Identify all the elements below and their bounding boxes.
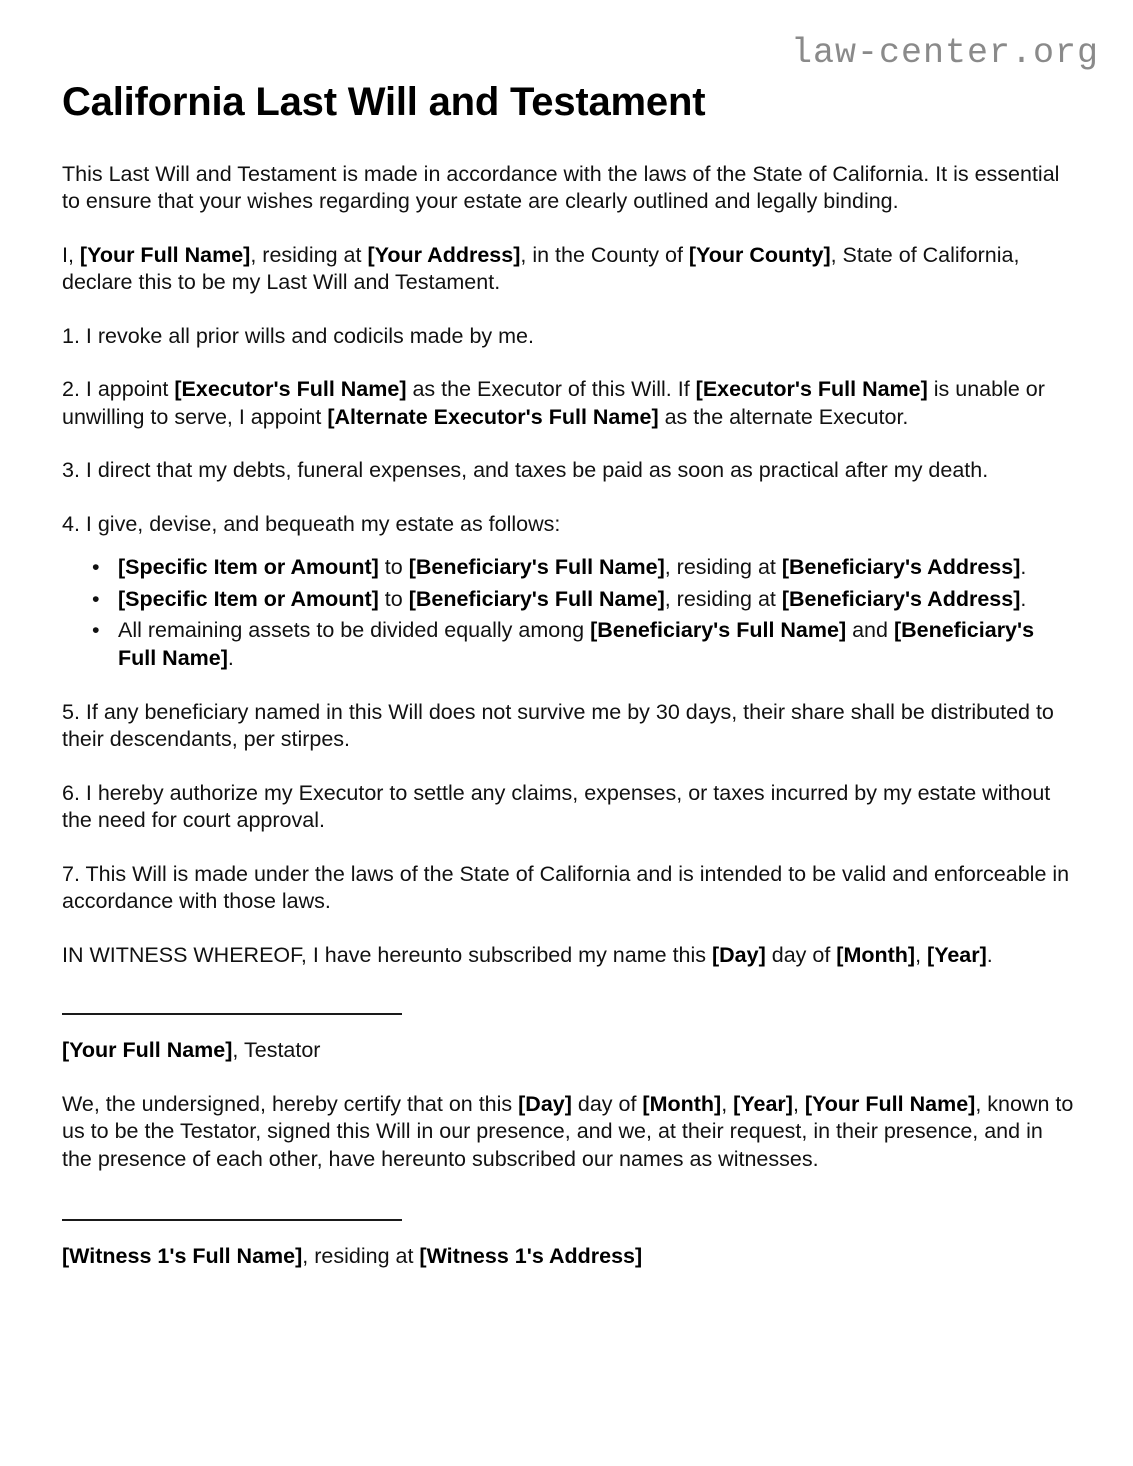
- bequest-text-end: .: [1020, 555, 1027, 580]
- clause-2-text-2: as the Executor of this Will. If: [406, 377, 696, 402]
- bequest-text-end: .: [1020, 586, 1027, 611]
- attestation-text-4: ,: [792, 1091, 805, 1116]
- intro-paragraph: This Last Will and Testament is made in accordance with the laws of the State of California. It is essential to ensure that your wishes regarding your estate are clearly outlined and legally binding.: [62, 161, 1060, 214]
- clause-4: 4. I give, devise, and bequeath my estate as follows:: [62, 511, 561, 536]
- declaration-text-3: , in the County of: [520, 242, 689, 267]
- field-your-full-name: [Your Full Name]: [62, 1038, 233, 1063]
- declaration-text-2: , residing at: [250, 242, 368, 267]
- list-item: [62, 613, 1074, 672]
- attestation-paragraph: [62, 1065, 1074, 1174]
- clause-7: 7. This Will is made under the laws of the State of California and is intended to be valid and enforceable in accordance with those laws.: [62, 861, 1070, 914]
- residual-lead-text: All remaining assets to be divided equally among: [118, 618, 591, 643]
- declaration-text-1: I,: [62, 242, 80, 267]
- field-alternate-executor-full-name: [Alternate Executor's Full Name]: [327, 404, 659, 429]
- field-beneficiary-address: [Beneficiary's Address]: [781, 586, 1021, 611]
- clause-2-text-4: as the alternate Executor.: [658, 404, 909, 429]
- witness-1-label: [62, 1221, 1074, 1271]
- document-content: [62, 0, 1074, 1331]
- clause-6: 6. I hereby authorize my Executor to settle any claims, expenses, or taxes incurred by my estate without the need for court approval.: [62, 780, 1051, 833]
- field-executor-full-name: [Executor's Full Name]: [174, 377, 407, 402]
- field-year: [Year]: [733, 1091, 793, 1116]
- clause-1: 1. I revoke all prior wills and codicils made by me.: [62, 323, 534, 348]
- attestation-text-1: We, the undersigned, hereby certify that on this: [62, 1091, 519, 1116]
- witness-whereof-paragraph: [62, 916, 1074, 970]
- field-day: [Day]: [712, 942, 766, 967]
- witness-whereof-text-4: .: [986, 942, 993, 967]
- attestation-text-3: ,: [721, 1091, 734, 1116]
- field-witness-1-full-name: [Witness 1's Full Name]: [62, 1244, 303, 1269]
- field-your-county: [Your County]: [688, 242, 831, 267]
- residual-mid-text: and: [846, 618, 894, 643]
- bequest-text-tail: , residing at: [664, 586, 782, 611]
- clause-2: [62, 350, 1074, 431]
- bottom-spacer: [62, 1271, 1074, 1331]
- residual-end-text: .: [227, 645, 234, 670]
- field-executor-full-name-alt-ref: [Executor's Full Name]: [695, 377, 928, 402]
- field-beneficiary-full-name: [Beneficiary's Full Name]: [408, 586, 665, 611]
- field-year: [Year]: [927, 942, 987, 967]
- site-watermark: law-center.org: [790, 33, 1099, 73]
- witness-1-mid-text: , residing at: [302, 1244, 420, 1269]
- field-beneficiary-full-name: [Beneficiary's Full Name]: [408, 555, 665, 580]
- declaration-paragraph: [62, 216, 1074, 297]
- bequest-text-mid: to: [378, 586, 409, 611]
- field-month: [Month]: [642, 1091, 722, 1116]
- testator-role-text: , Testator: [232, 1038, 321, 1063]
- field-specific-item-or-amount: [Specific Item or Amount]: [118, 586, 379, 611]
- field-specific-item-or-amount: [Specific Item or Amount]: [118, 555, 379, 580]
- witness-whereof-text-1: IN WITNESS WHEREOF, I have hereunto subscribed my name this: [62, 942, 712, 967]
- witness-whereof-text-2: day of: [765, 942, 837, 967]
- field-your-full-name: [Your Full Name]: [79, 242, 251, 267]
- field-your-full-name: [Your Full Name]: [804, 1091, 976, 1116]
- field-beneficiary-full-name: [Beneficiary's Full Name]: [590, 618, 847, 643]
- clause-3: 3. I direct that my debts, funeral expenses, and taxes be paid as soon as practical after my death.: [62, 458, 989, 483]
- clause-2-text-1: 2. I appoint: [62, 377, 175, 402]
- field-day: [Day]: [518, 1091, 572, 1116]
- field-beneficiary-address: [Beneficiary's Address]: [781, 555, 1021, 580]
- witness-whereof-text-3: ,: [915, 942, 928, 967]
- field-witness-1-address: [Witness 1's Address]: [419, 1244, 643, 1269]
- list-item: [62, 582, 1074, 614]
- list-item: [62, 550, 1074, 582]
- bequest-text-mid: to: [378, 555, 409, 580]
- declaration-text-4: , State of California, declare this to be my Last Will and Testament.: [62, 242, 1020, 295]
- bequest-list: [62, 538, 1074, 672]
- clause-5: 5. If any beneficiary named in this Will does not survive me by 30 days, their share shall be distributed to their descendants, per stirpes.: [62, 699, 1054, 752]
- testator-signature-label: [62, 1015, 1074, 1065]
- attestation-text-5: , known to us to be the Testator, signed this Will in our presence, and we, at their request, in their presence, and in the presence of each other, have hereunto subscribed our names as witnesses.: [62, 1091, 1074, 1171]
- field-your-address: [Your Address]: [367, 242, 521, 267]
- bequest-text-tail: , residing at: [664, 555, 782, 580]
- field-month: [Month]: [836, 942, 916, 967]
- field-beneficiary-full-name: [Beneficiary's Full Name]: [118, 618, 1035, 670]
- page-title: California Last Will and Testament: [62, 80, 706, 124]
- clause-2-text-3: is unable or unwilling to serve, I appoint: [62, 377, 1045, 429]
- attestation-text-2: day of: [571, 1091, 643, 1116]
